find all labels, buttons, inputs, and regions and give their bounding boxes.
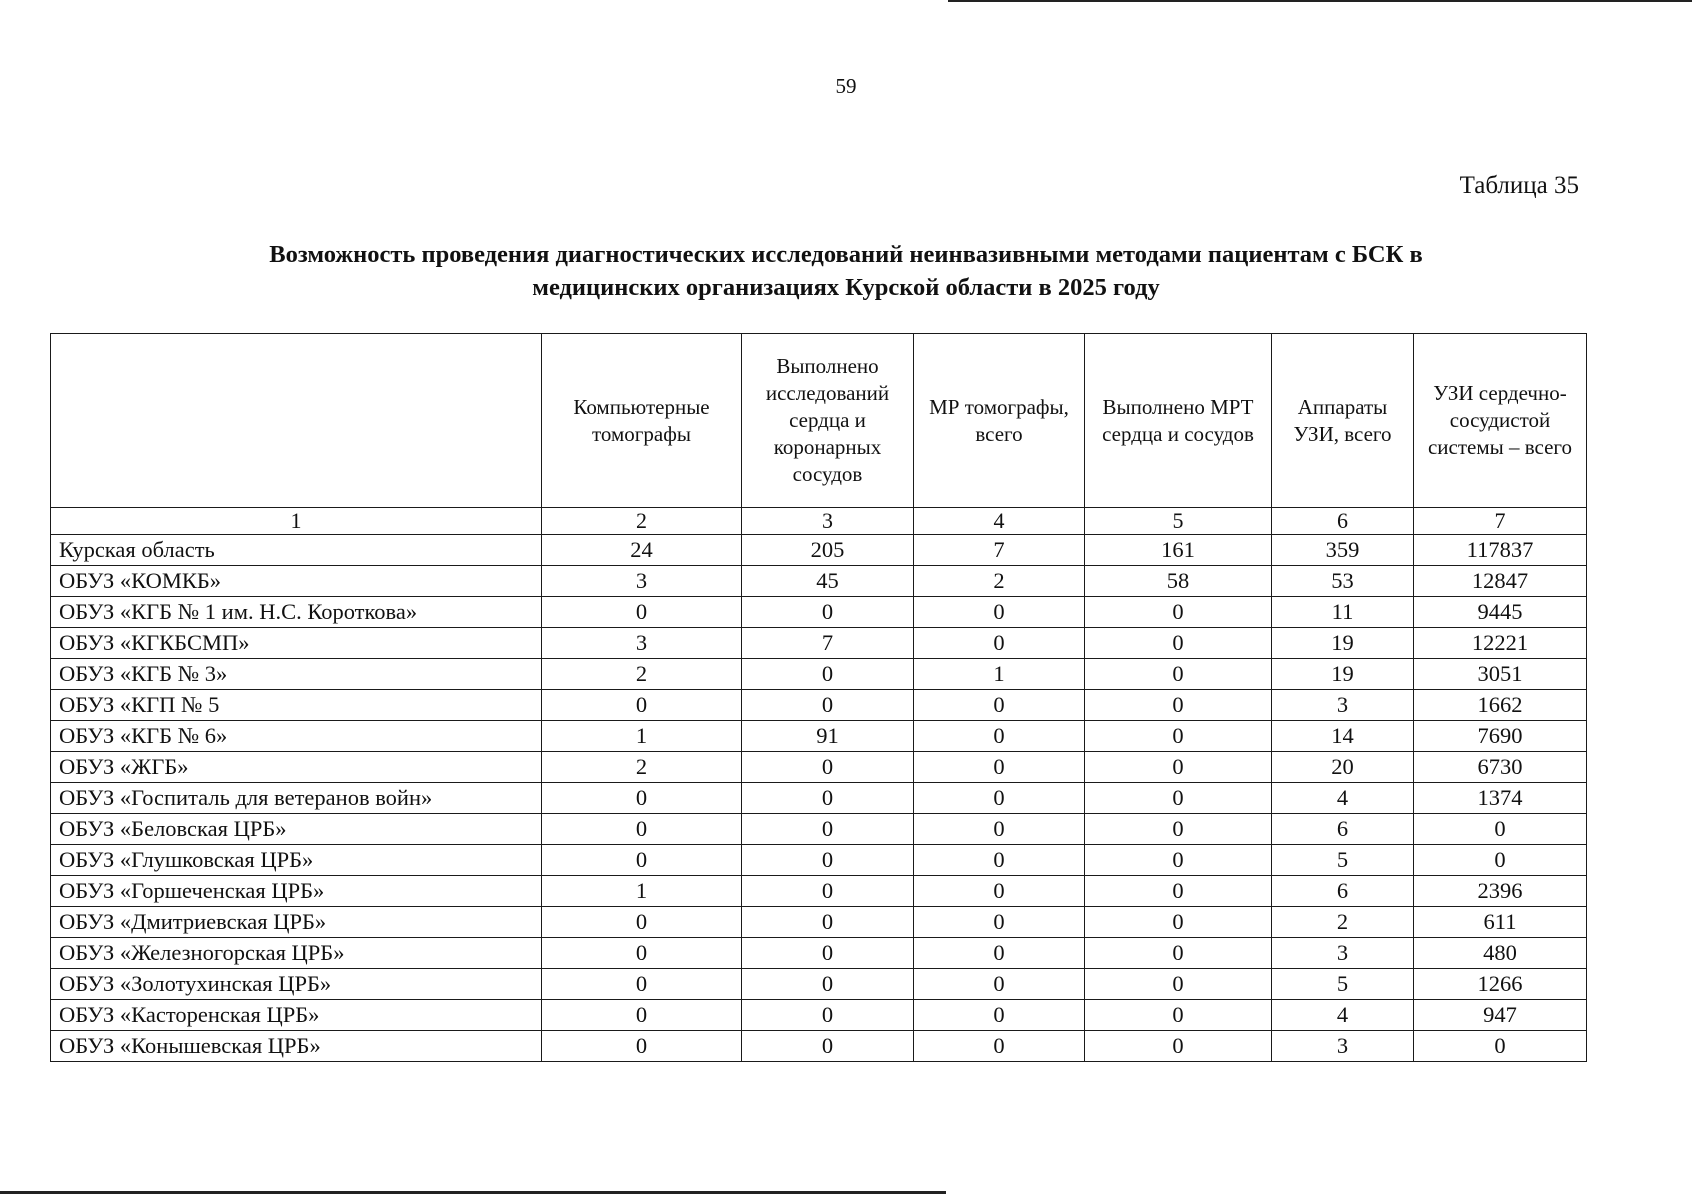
organization-name-cell: ОБУЗ «КГБ № 3» xyxy=(51,659,542,690)
value-cell: 161 xyxy=(1085,535,1272,566)
value-cell: 0 xyxy=(742,814,914,845)
value-cell: 0 xyxy=(742,690,914,721)
value-cell: 0 xyxy=(1085,752,1272,783)
value-cell: 3 xyxy=(1272,938,1414,969)
organization-name-cell: ОБУЗ «КГП № 5 xyxy=(51,690,542,721)
value-cell: 7690 xyxy=(1414,721,1587,752)
organization-name-cell: ОБУЗ «КГБ № 6» xyxy=(51,721,542,752)
value-cell: 0 xyxy=(1085,783,1272,814)
value-cell: 9445 xyxy=(1414,597,1587,628)
value-cell: 0 xyxy=(1085,876,1272,907)
table-row xyxy=(51,938,1587,969)
organization-name-cell: ОБУЗ «Конышевская ЦРБ» xyxy=(51,1031,542,1062)
column-header: Выполнено исследований сердца и коронарных сосудов xyxy=(742,334,914,508)
value-cell: 611 xyxy=(1414,907,1587,938)
value-cell: 19 xyxy=(1272,628,1414,659)
diagnostics-table xyxy=(50,333,1587,1062)
value-cell: 2396 xyxy=(1414,876,1587,907)
value-cell: 5 xyxy=(1272,845,1414,876)
value-cell: 0 xyxy=(742,845,914,876)
organization-name-cell: ОБУЗ «КГБ № 1 им. Н.С. Короткова» xyxy=(51,597,542,628)
table-row xyxy=(51,907,1587,938)
table-row xyxy=(51,566,1587,597)
value-cell: 0 xyxy=(914,783,1085,814)
organization-name-cell: ОБУЗ «Дмитриевская ЦРБ» xyxy=(51,907,542,938)
table-row xyxy=(51,659,1587,690)
value-cell: 0 xyxy=(742,659,914,690)
value-cell: 0 xyxy=(1085,1000,1272,1031)
value-cell: 0 xyxy=(914,907,1085,938)
value-cell: 0 xyxy=(1085,597,1272,628)
value-cell: 6 xyxy=(1272,814,1414,845)
value-cell: 19 xyxy=(1272,659,1414,690)
value-cell: 0 xyxy=(1085,969,1272,1000)
value-cell: 11 xyxy=(1272,597,1414,628)
value-cell: 0 xyxy=(1414,814,1587,845)
value-cell: 2 xyxy=(914,566,1085,597)
value-cell: 0 xyxy=(542,783,742,814)
value-cell: 0 xyxy=(542,969,742,1000)
value-cell: 0 xyxy=(1085,845,1272,876)
value-cell: 1 xyxy=(542,876,742,907)
table-row xyxy=(51,1000,1587,1031)
value-cell: 947 xyxy=(1414,1000,1587,1031)
table-row xyxy=(51,1031,1587,1062)
value-cell: 0 xyxy=(1085,721,1272,752)
page-number: 59 xyxy=(835,74,857,98)
value-cell: 0 xyxy=(1414,845,1587,876)
organization-name-cell: ОБУЗ «Глушковская ЦРБ» xyxy=(51,845,542,876)
value-cell: 0 xyxy=(542,845,742,876)
value-cell: 0 xyxy=(1085,690,1272,721)
value-cell: 117837 xyxy=(1414,535,1587,566)
table-row xyxy=(51,752,1587,783)
value-cell: 3 xyxy=(1272,1031,1414,1062)
value-cell: 0 xyxy=(542,907,742,938)
value-cell: 2 xyxy=(542,752,742,783)
value-cell: 7 xyxy=(742,628,914,659)
value-cell: 0 xyxy=(914,938,1085,969)
value-cell: 0 xyxy=(742,969,914,1000)
column-header: УЗИ сердечно-сосудистой системы – всего xyxy=(1414,334,1587,508)
table-row xyxy=(51,690,1587,721)
value-cell: 6730 xyxy=(1414,752,1587,783)
column-number-row xyxy=(51,508,1587,535)
value-cell: 0 xyxy=(742,1031,914,1062)
value-cell: 0 xyxy=(1085,814,1272,845)
organization-name-cell: ОБУЗ «КГКБСМП» xyxy=(51,628,542,659)
value-cell: 0 xyxy=(914,597,1085,628)
column-header: Аппараты УЗИ, всего xyxy=(1272,334,1414,508)
value-cell: 0 xyxy=(914,876,1085,907)
value-cell: 3 xyxy=(1272,690,1414,721)
column-header xyxy=(51,334,542,508)
table-row xyxy=(51,535,1587,566)
table-label: Таблица 35 xyxy=(1459,172,1579,199)
value-cell: 2 xyxy=(1272,907,1414,938)
value-cell: 205 xyxy=(742,535,914,566)
value-cell: 7 xyxy=(914,535,1085,566)
table-row xyxy=(51,597,1587,628)
organization-name-cell: ОБУЗ «Касторенская ЦРБ» xyxy=(51,1000,542,1031)
value-cell: 0 xyxy=(742,907,914,938)
value-cell: 0 xyxy=(914,814,1085,845)
column-number: 7 xyxy=(1414,508,1587,535)
value-cell: 3051 xyxy=(1414,659,1587,690)
value-cell: 91 xyxy=(742,721,914,752)
header-row xyxy=(51,334,1587,508)
value-cell: 4 xyxy=(1272,1000,1414,1031)
organization-name-cell: Курская область xyxy=(51,535,542,566)
scan-edge-bottom xyxy=(0,1191,946,1194)
table-row xyxy=(51,814,1587,845)
value-cell: 0 xyxy=(914,721,1085,752)
value-cell: 0 xyxy=(742,876,914,907)
column-number: 5 xyxy=(1085,508,1272,535)
value-cell: 0 xyxy=(1085,907,1272,938)
organization-name-cell: ОБУЗ «Госпиталь для ветеранов войн» xyxy=(51,783,542,814)
value-cell: 0 xyxy=(742,783,914,814)
value-cell: 480 xyxy=(1414,938,1587,969)
scan-edge-top xyxy=(948,0,1692,2)
organization-name-cell: ОБУЗ «Золотухинская ЦРБ» xyxy=(51,969,542,1000)
value-cell: 6 xyxy=(1272,876,1414,907)
value-cell: 24 xyxy=(542,535,742,566)
column-number: 6 xyxy=(1272,508,1414,535)
value-cell: 0 xyxy=(1414,1031,1587,1062)
column-number: 1 xyxy=(51,508,542,535)
column-number: 4 xyxy=(914,508,1085,535)
value-cell: 0 xyxy=(542,597,742,628)
value-cell: 1 xyxy=(542,721,742,752)
value-cell: 0 xyxy=(914,1000,1085,1031)
value-cell: 4 xyxy=(1272,783,1414,814)
value-cell: 359 xyxy=(1272,535,1414,566)
column-number: 3 xyxy=(742,508,914,535)
value-cell: 0 xyxy=(914,969,1085,1000)
value-cell: 0 xyxy=(542,938,742,969)
table-row xyxy=(51,969,1587,1000)
document-title xyxy=(150,238,1542,304)
value-cell: 0 xyxy=(1085,659,1272,690)
value-cell: 0 xyxy=(914,1031,1085,1062)
organization-name-cell: ОБУЗ «Горшеченская ЦРБ» xyxy=(51,876,542,907)
value-cell: 1374 xyxy=(1414,783,1587,814)
value-cell: 12847 xyxy=(1414,566,1587,597)
value-cell: 58 xyxy=(1085,566,1272,597)
value-cell: 0 xyxy=(742,938,914,969)
value-cell: 1662 xyxy=(1414,690,1587,721)
value-cell: 2 xyxy=(542,659,742,690)
organization-name-cell: ОБУЗ «Железногорская ЦРБ» xyxy=(51,938,542,969)
value-cell: 0 xyxy=(742,597,914,628)
table-row xyxy=(51,845,1587,876)
value-cell: 3 xyxy=(542,566,742,597)
organization-name-cell: ОБУЗ «КОМКБ» xyxy=(51,566,542,597)
value-cell: 0 xyxy=(914,752,1085,783)
value-cell: 0 xyxy=(542,1000,742,1031)
organization-name-cell: ОБУЗ «ЖГБ» xyxy=(51,752,542,783)
column-header: Выполнено МРТ сердца и сосудов xyxy=(1085,334,1272,508)
value-cell: 0 xyxy=(742,1000,914,1031)
column-header: Компьютерные томографы xyxy=(542,334,742,508)
table-row xyxy=(51,628,1587,659)
document-title-line-2: медицинских организациях Курской области в 2025 году xyxy=(532,274,1160,301)
value-cell: 1 xyxy=(914,659,1085,690)
value-cell: 20 xyxy=(1272,752,1414,783)
value-cell: 0 xyxy=(542,814,742,845)
value-cell: 53 xyxy=(1272,566,1414,597)
value-cell: 0 xyxy=(542,690,742,721)
value-cell: 0 xyxy=(1085,938,1272,969)
column-number: 2 xyxy=(542,508,742,535)
value-cell: 0 xyxy=(542,1031,742,1062)
value-cell: 0 xyxy=(1085,1031,1272,1062)
table-row xyxy=(51,721,1587,752)
value-cell: 0 xyxy=(1085,628,1272,659)
document-title-line-1: Возможность проведения диагностических исследований неинвазивными методами пациентам с БСК в xyxy=(269,241,1423,268)
value-cell: 0 xyxy=(914,628,1085,659)
value-cell: 12221 xyxy=(1414,628,1587,659)
value-cell: 14 xyxy=(1272,721,1414,752)
value-cell: 3 xyxy=(542,628,742,659)
value-cell: 5 xyxy=(1272,969,1414,1000)
value-cell: 0 xyxy=(742,752,914,783)
value-cell: 1266 xyxy=(1414,969,1587,1000)
value-cell: 0 xyxy=(914,690,1085,721)
organization-name-cell: ОБУЗ «Беловская ЦРБ» xyxy=(51,814,542,845)
table-row xyxy=(51,876,1587,907)
value-cell: 0 xyxy=(914,845,1085,876)
column-header: МР томографы, всего xyxy=(914,334,1085,508)
table-row xyxy=(51,783,1587,814)
value-cell: 45 xyxy=(742,566,914,597)
